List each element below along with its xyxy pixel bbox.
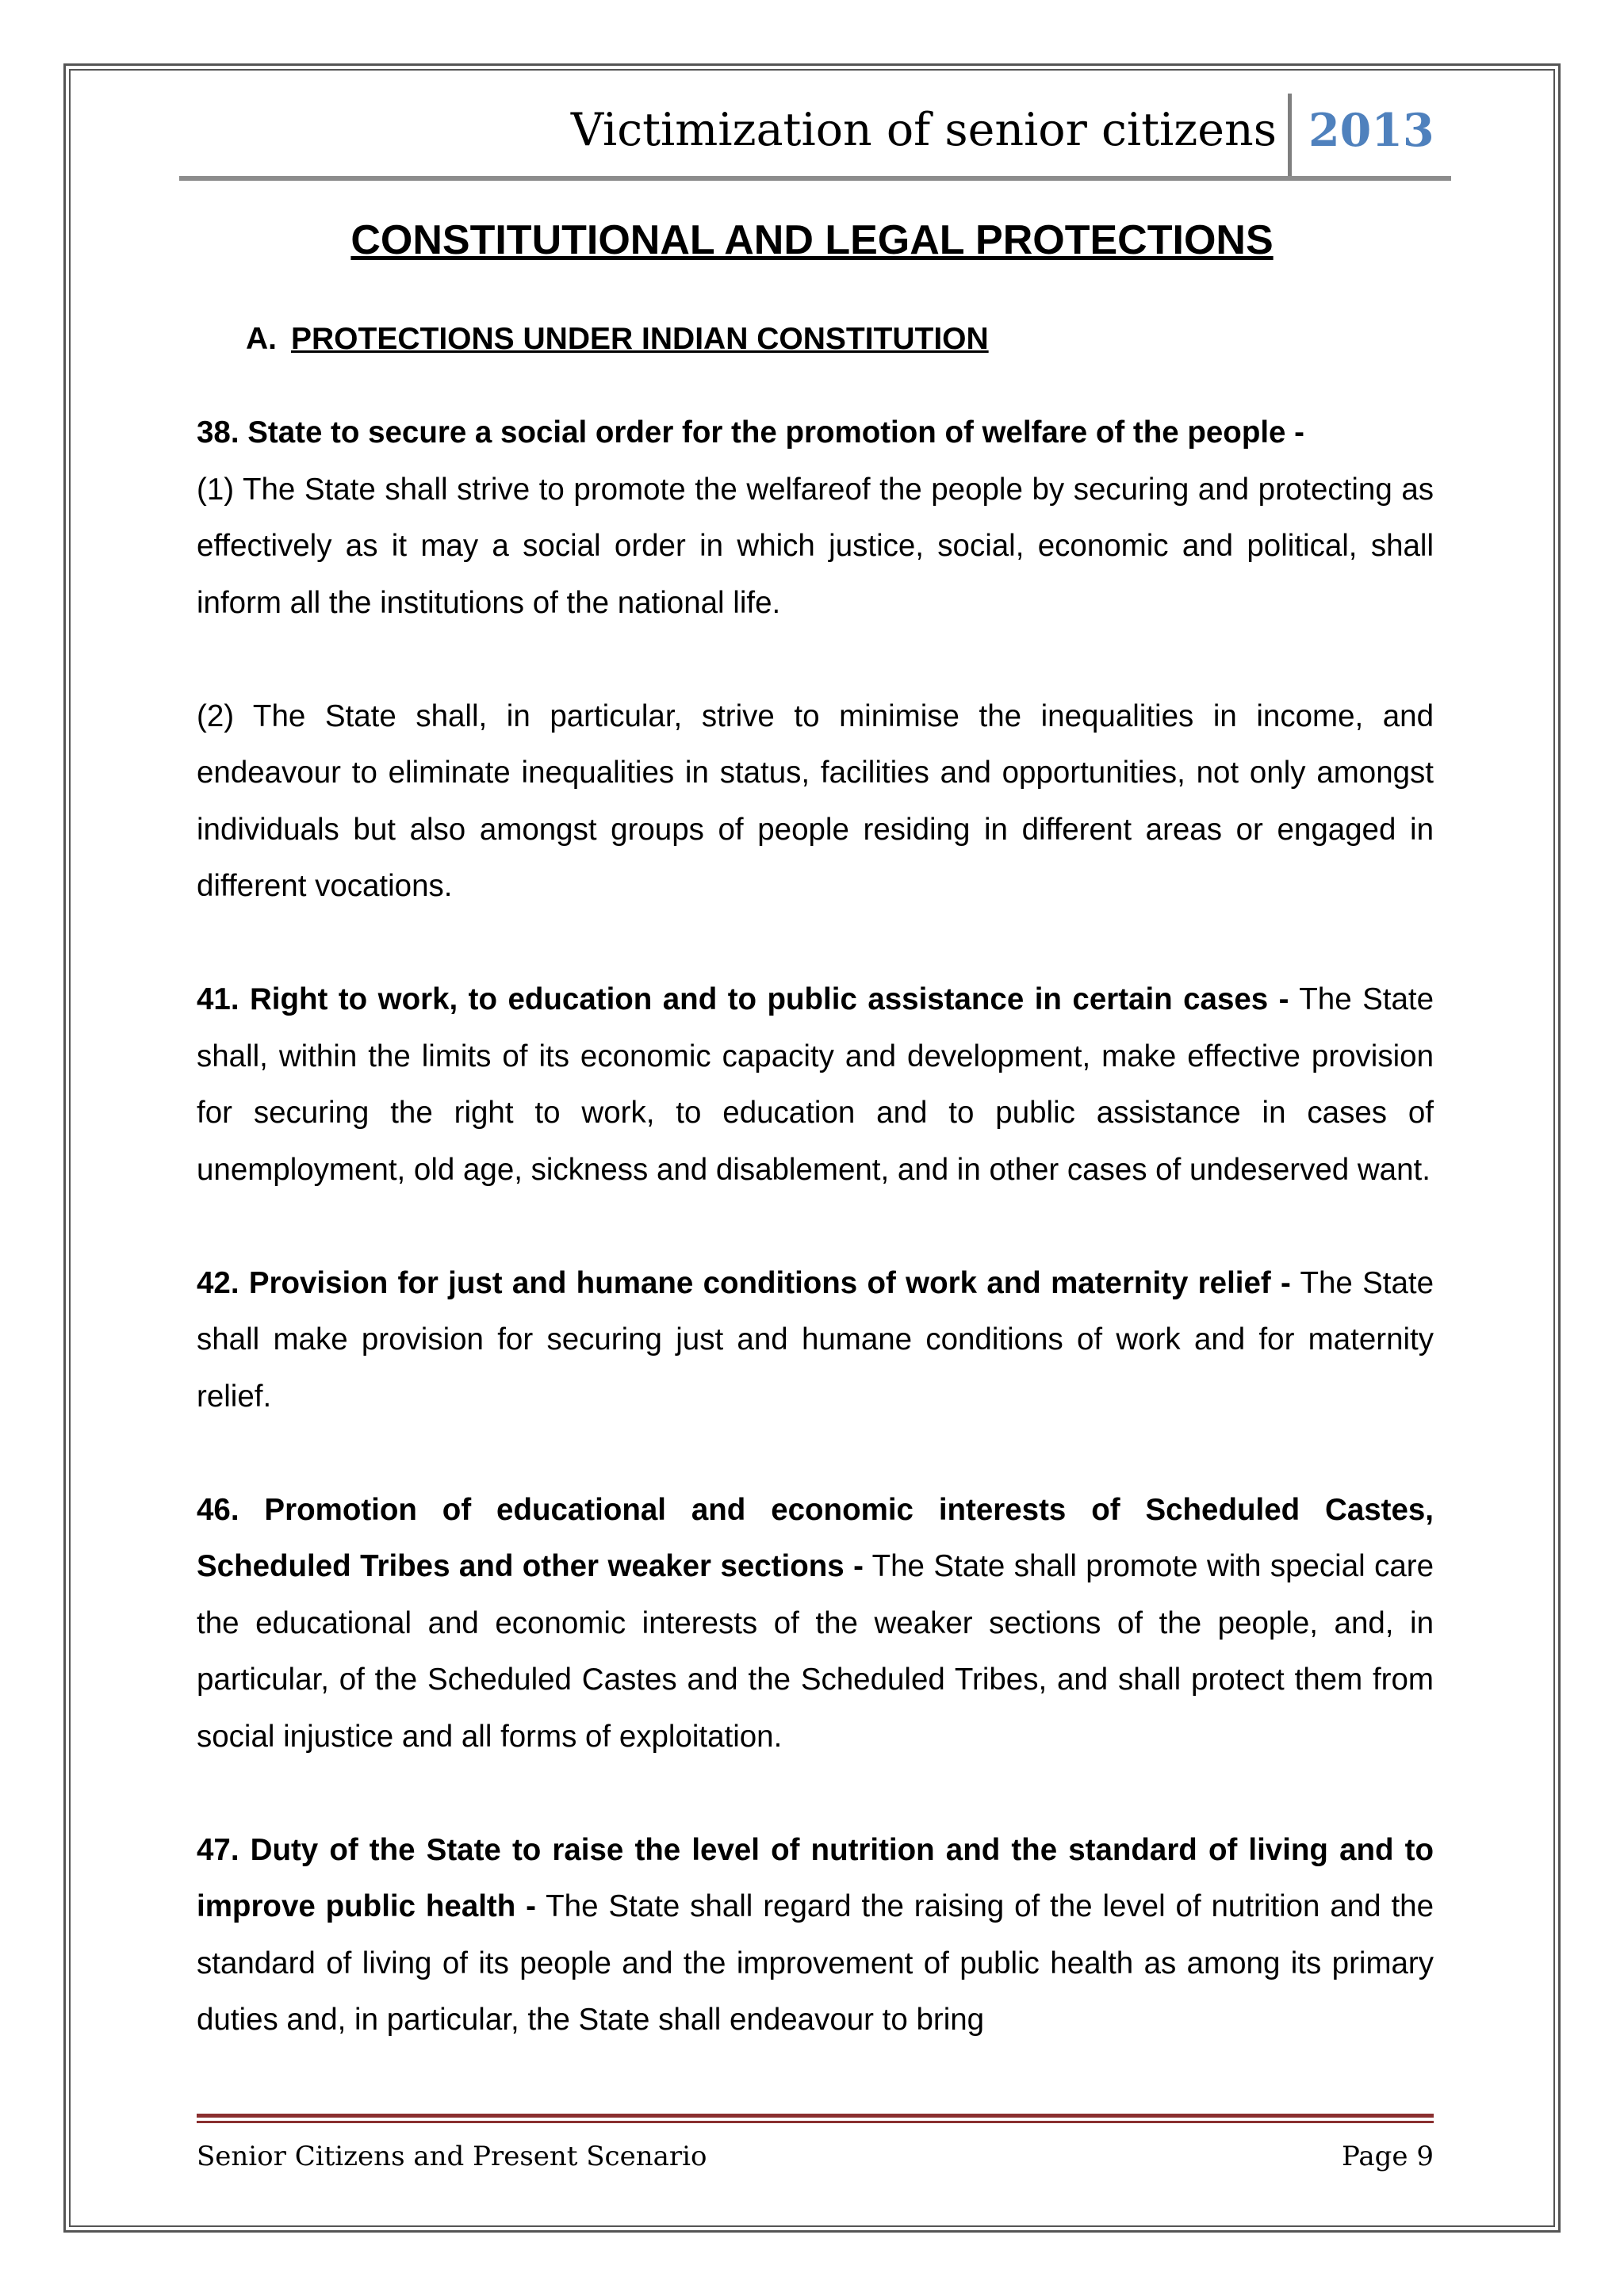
page-header [179, 94, 1451, 182]
article-heading: 41. Right to work, to education and to public assistance in certain cases - [197, 982, 1289, 1016]
section-heading-text: PROTECTIONS UNDER INDIAN CONSTITUTION [291, 322, 989, 356]
article-text: The State shall, within the limits of its economic capacity and development, make effective provision for securing the right to work, to education and to public assistance in cases of unemployment, old age, sickness and disablement, and in other cases of undeserved want. [197, 982, 1434, 1187]
section-heading [246, 321, 989, 358]
article-paragraph [197, 1482, 1434, 1766]
article-heading: 46. Promotion of educational and economic interests of Scheduled Castes, Scheduled Tribes and other weaker sections - [197, 1492, 1434, 1583]
article-paragraph [197, 688, 1434, 915]
article-heading: 47. Duty of the State to raise the level of nutrition and the standard of living and to improve public health - [197, 1832, 1434, 1923]
header-title: Victimization of senior citizens [570, 104, 1277, 156]
article-text: The State shall promote with special care the educational and economic interests of the weaker sections of the people, and, in particular, of the Scheduled Castes and the Scheduled Tribes, and shall protect them from social injustice and all forms of exploitation. [197, 1549, 1434, 1754]
article-heading: 38. State to secure a social order for the promotion of welfare of the people - [197, 415, 1304, 450]
body-text [197, 404, 1434, 2049]
article-text: (2) The State shall, in particular, strive to minimise the inequalities in income, and endeavour to eliminate inequalities in status, facilities and opportunities, not only amongst individuals but also amongst groups of people residing in different areas or engaged in different vocations. [197, 698, 1434, 903]
header-year: 2013 [1308, 104, 1434, 157]
article-text: (1) The State shall strive to promote the welfareof the people by securing and protecting as effectively as it may a social order in which justice, social, economic and political, shall inform all the institutions of the national life. [197, 472, 1434, 620]
header-rule [179, 176, 1451, 181]
section-letter: A. [246, 322, 277, 356]
footer-rule [197, 2114, 1434, 2118]
article-text: The State shall regard the raising of the level of nutrition and the standard of living of its people and the improvement of public health as among its primary duties and, in particular, the State shall endeavour to bring [197, 1889, 1434, 2037]
page-title: CONSTITUTIONAL AND LEGAL PROTECTIONS [350, 217, 1274, 263]
footer-title: Senior Citizens and Present Scenario [197, 2141, 707, 2172]
article-heading: 42. Provision for just and humane conditions of work and maternity relief - [197, 1265, 1291, 1300]
header-divider [1288, 94, 1292, 179]
article-paragraph [197, 1255, 1434, 1425]
article-paragraph [197, 971, 1434, 1198]
footer-rule-thin [197, 2121, 1434, 2123]
page-number: Page 9 [1342, 2141, 1434, 2172]
article-text: The State shall make provision for securing just and humane conditions of work and for maternity relief. [197, 1265, 1434, 1414]
article-paragraph [197, 404, 1434, 631]
article-paragraph [197, 1822, 1434, 2049]
